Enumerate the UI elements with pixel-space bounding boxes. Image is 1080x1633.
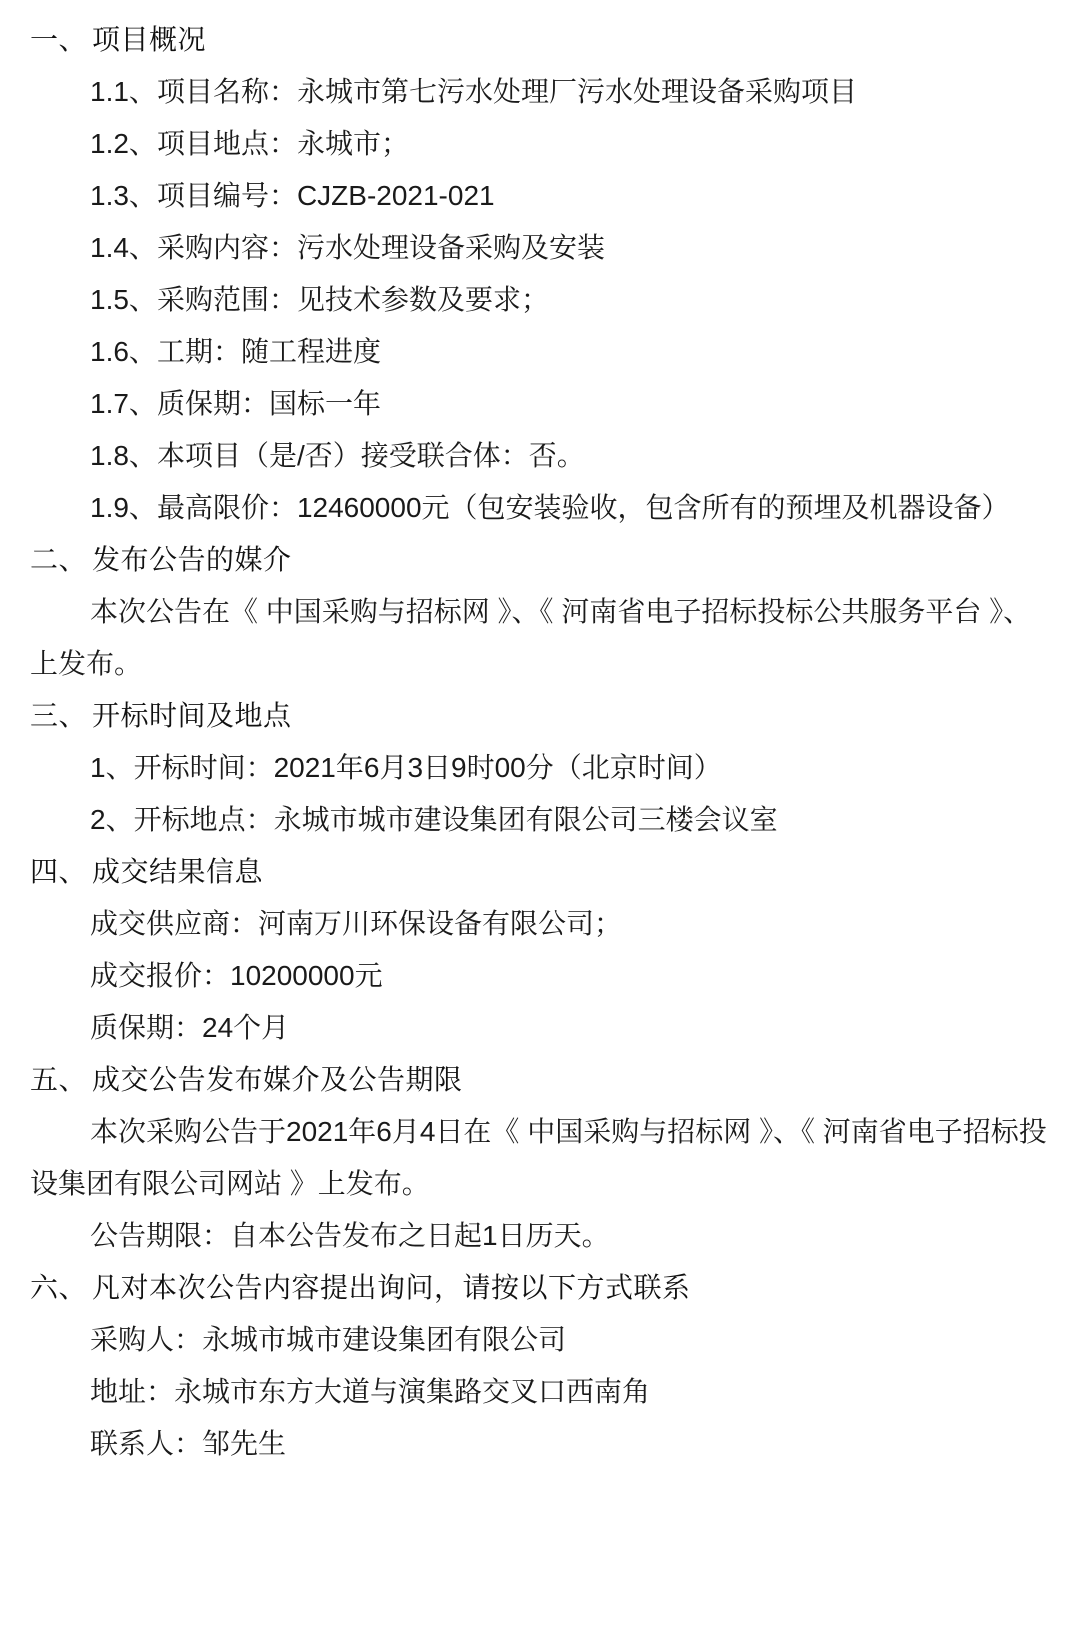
item-text: 项目名称：永城市第七污水处理厂污水处理设备采购项目 bbox=[156, 76, 857, 107]
paragraph: 成交报价：10200000元 bbox=[90, 960, 383, 991]
list-item bbox=[30, 794, 1050, 846]
item-label: 1.5、 bbox=[90, 284, 157, 315]
item-text: 工期：随工程进度 bbox=[156, 336, 381, 367]
list-item bbox=[30, 326, 1050, 378]
section-title-5: 成交公告发布媒介及公告期限 bbox=[92, 1064, 463, 1095]
paragraph: 设集团有限公司网站 》上发布。 bbox=[30, 1168, 430, 1199]
paragraph: 上发布。 bbox=[30, 648, 143, 679]
item-label: 1.9、 bbox=[90, 492, 157, 523]
section-heading-4 bbox=[30, 846, 1050, 898]
paragraph: 成交供应商：河南万川环保设备有限公司； bbox=[90, 908, 623, 939]
section-title-1: 项目概况 bbox=[92, 24, 207, 55]
list-item bbox=[30, 430, 1050, 482]
item-text: 采购内容：污水处理设备采购及安装 bbox=[156, 232, 605, 263]
section-heading-6 bbox=[30, 1262, 1050, 1314]
section-number-6: 六、 bbox=[30, 1272, 88, 1303]
list-item bbox=[30, 66, 1050, 118]
paragraph: 本次采购公告于2021年6月4日在《 中国采购与招标网 》、《 河南省电子招标投 bbox=[90, 1116, 1047, 1147]
document-body bbox=[30, 14, 1050, 1470]
list-item bbox=[30, 742, 1050, 794]
section-heading-1 bbox=[30, 14, 1050, 66]
paragraph: 质保期：24个月 bbox=[90, 1012, 290, 1043]
section-heading-5 bbox=[30, 1054, 1050, 1106]
item-text: 开标时间：2021年6月3日9时00分（北京时间） bbox=[133, 752, 722, 783]
item-text: 项目地点：永城市； bbox=[156, 128, 409, 159]
section-title-4: 成交结果信息 bbox=[92, 856, 264, 887]
item-label: 1.8、 bbox=[90, 440, 157, 471]
item-text: 质保期：国标一年 bbox=[156, 388, 381, 419]
item-text: 开标地点：永城市城市建设集团有限公司三楼会议室 bbox=[133, 804, 778, 835]
paragraph: 联系人：邹先生 bbox=[90, 1428, 287, 1459]
item-text: 采购范围：见技术参数及要求； bbox=[156, 284, 549, 315]
paragraph: 本次公告在《 中国采购与招标网 》、《 河南省电子招标投标公共服务平台 》、 bbox=[90, 596, 1032, 627]
item-text: 最高限价：12460000元（包安装验收，包含所有的预埋及机器设备） bbox=[156, 492, 1010, 523]
item-label: 1.2、 bbox=[90, 128, 157, 159]
list-item bbox=[30, 170, 1050, 222]
paragraph: 采购人：永城市城市建设集团有限公司 bbox=[90, 1324, 567, 1355]
item-label: 1.6、 bbox=[90, 336, 157, 367]
section-title-6: 凡对本次公告内容提出询问，请按以下方式联系 bbox=[92, 1272, 691, 1303]
section-number-2: 二、 bbox=[30, 544, 88, 575]
section-number-3: 三、 bbox=[30, 700, 88, 731]
list-item bbox=[30, 482, 1050, 534]
item-label: 1.1、 bbox=[90, 76, 157, 107]
section-title-2: 发布公告的媒介 bbox=[92, 544, 292, 575]
paragraph: 地址：永城市东方大道与演集路交叉口西南角 bbox=[90, 1376, 651, 1407]
section-number-1: 一、 bbox=[30, 24, 88, 55]
item-label: 1.3、 bbox=[90, 180, 157, 211]
item-label: 1.4、 bbox=[90, 232, 157, 263]
section-heading-2 bbox=[30, 534, 1050, 586]
section-heading-3 bbox=[30, 690, 1050, 742]
list-item bbox=[30, 222, 1050, 274]
item-text: 本项目（是/否）接受联合体：否。 bbox=[156, 440, 585, 471]
section-number-5: 五、 bbox=[30, 1064, 88, 1095]
paragraph: 公告期限：自本公告发布之日起1日历天。 bbox=[90, 1220, 610, 1251]
item-label: 2、 bbox=[90, 804, 134, 835]
list-item bbox=[30, 118, 1050, 170]
section-title-3: 开标时间及地点 bbox=[92, 700, 292, 731]
item-text: 项目编号：CJZB-2021-021 bbox=[156, 180, 495, 211]
item-label: 1.7、 bbox=[90, 388, 157, 419]
list-item bbox=[30, 378, 1050, 430]
section-number-4: 四、 bbox=[30, 856, 88, 887]
item-label: 1、 bbox=[90, 752, 134, 783]
list-item bbox=[30, 274, 1050, 326]
